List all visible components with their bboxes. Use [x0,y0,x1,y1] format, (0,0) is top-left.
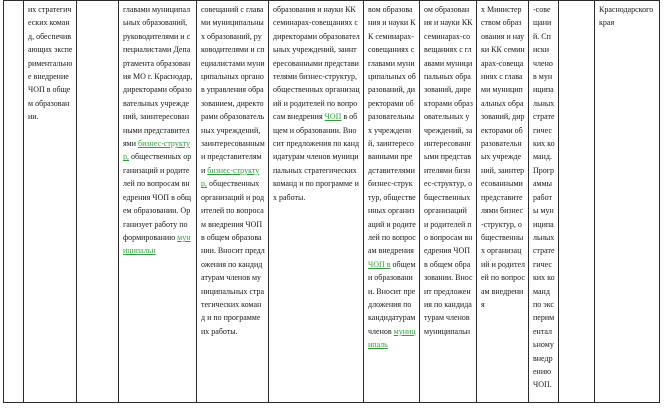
table-cell-empty-right [558,1,594,402]
cell-text: х Министерством образования и науки КК семинарах-совещаниях с главами муниципальных образований, директорами образовательных учреждений, заинтересованными представителями бизнес-структур, общественных организаций и родителей по вопросам внедрения [481,5,526,309]
cell-text: вом образования и науки КК семинарах-совещаниях с главами муниципальных образований, директорами образовательных учреждений, заинтересованными представителями бизнес-структур, общественных организаций и родителей по вопросам внедрения [368,5,416,256]
cell-text: главами муниципальных образований, руководителями и специалистами Департамента образования МО г. Краснодар, директорами образовательных учреждений, заинтересованными представителями [123,5,193,149]
cell-text: общественных организаций и родителей по вопросам внедрения ЧОП в общем образовании. Вносит предложения по кандидатурам членов муниципальных стратегических команд и по программе их работы. [201,179,265,336]
table-cell-empty-left [3,1,23,402]
cell-text: -совещаний. Списки членов муниципальных стратегических команд. Программы работы муниципальных стратегических команд по экспериментальному внедрению ЧОП. [533,5,555,390]
cell-text: совещаний с главами муниципальных образований, руководителями и специалистами муниципальных органов управления образованием, директорами образовательных учреждений, заинтересованными представителями [201,5,265,175]
cell-text: образования и науки КК семинарах-совещаниях с директорами образовательных учреждений, заинтересованными представителями бизнес-структур, общественных организаций и родителей по вопросам внедрения [273,5,360,122]
grammar-marked-text: ЧОП [324,112,342,122]
grammar-marked-text: бизнес-структур, [123,139,190,162]
grammar-marked-text: бизнес-структур, [201,165,260,189]
document-table-row [3,0,660,403]
cell-text: общественных организаций и родителей по вопросам внедрения ЧОП в общем образовании. Организует работу по формированию [123,152,192,242]
table-cell-krasnodar-krai [594,1,660,402]
table-cell-ministry-seminars-2 [363,1,419,402]
cell-text: общем и образовании. Вносит предложения по кандидатурам членов [368,259,416,336]
cell-text: Краснодарского края [599,5,654,28]
table-cell-strategic-teams [23,1,76,402]
cell-text: их стратегических команд, обеспечивающих экспериментальное внедрение ЧОП в общем образовании. [28,5,73,122]
cell-text: в общем и образовании. Вносит предложения по кандидатурам членов муниципальных стратегических команд и по программе их работы. [273,112,360,202]
table-cell-krasnodar-department [118,1,196,402]
table-cell-ministry-seminars-4 [476,1,528,402]
table-cell-empty-2 [76,1,118,402]
grammar-marked-text: муниципальн [123,232,191,256]
table-cell-ministry-seminars-3 [419,1,476,402]
cell-text: ом образования и науки КК семинарах-совещаниях с главами муниципальных образований, директорами образовательных учреждений, заинтересованными представителями бизнес-структур, общественных организаций и родителей по вопросам внедрения ЧОП в общем образовании. Вносит предложения по кандидатурам членов муниципальн [424,5,473,336]
table-cell-ministry-seminars-1 [268,1,363,402]
grammar-marked-text: ЧОП в [368,259,391,269]
table-cell-municipal-meetings [196,1,268,402]
grammar-marked-text: муниципаль [368,326,416,350]
table-cell-documents-lists [528,1,558,402]
